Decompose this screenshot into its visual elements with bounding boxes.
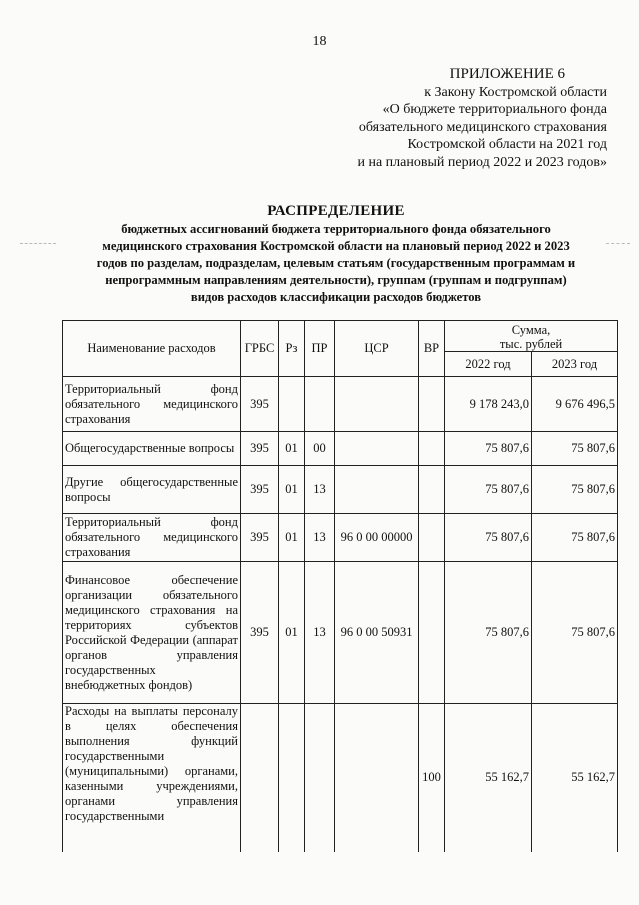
heading-line: видов расходов классификации расходов бюджетов: [190, 290, 482, 304]
row-pr: 13: [305, 562, 335, 704]
table-row: [63, 514, 618, 562]
row-csr: 96 0 00 50931: [335, 562, 419, 704]
header-csr: ЦСР: [335, 321, 419, 377]
row-2023: 75 807,6: [532, 562, 618, 704]
row-pr: 13: [305, 514, 335, 562]
heading-title: РАСПРЕДЕЛЕНИЕ: [267, 203, 405, 219]
header-2023: 2023 год: [532, 352, 618, 377]
row-vr: [419, 377, 445, 432]
scan-artifact: [606, 243, 630, 245]
table-row: [63, 562, 618, 704]
row-2022: 75 807,6: [445, 466, 532, 514]
row-2022: 9 178 243,0: [445, 377, 532, 432]
row-pr: 00: [305, 432, 335, 466]
row-name: Территориальный фонд обязательного медицинского страхования: [63, 514, 241, 562]
table-row: [63, 432, 618, 466]
row-name: Общегосударственные вопросы: [63, 432, 241, 466]
header-sum-line1: Сумма,: [511, 323, 551, 337]
row-rz: [279, 377, 305, 432]
row-vr: [419, 562, 445, 704]
appendix-block: [307, 66, 607, 171]
header-grbs: ГРБС: [241, 321, 279, 377]
row-csr: [335, 432, 419, 466]
appendix-title: ПРИЛОЖЕНИЕ 6: [449, 66, 565, 82]
row-csr: [335, 466, 419, 514]
table-row: [63, 466, 618, 514]
row-name: Территориальный фонд обязательного медицинского страхования: [63, 377, 241, 432]
appendix-line: обязательного медицинского страхования: [358, 119, 607, 135]
row-grbs: 395: [241, 466, 279, 514]
row-grbs: 395: [241, 514, 279, 562]
table-header-row: [63, 321, 618, 352]
row-2022: 75 807,6: [445, 562, 532, 704]
row-2023: 75 807,6: [532, 432, 618, 466]
row-csr: [335, 704, 419, 852]
row-2023: 75 807,6: [532, 466, 618, 514]
document-heading: [56, 203, 616, 306]
row-grbs: 395: [241, 562, 279, 704]
appendix-line: Костромской области на 2021 год: [407, 137, 607, 152]
appendix-line: и на плановый период 2022 и 2023 годов»: [357, 154, 607, 170]
row-csr: [335, 377, 419, 432]
row-grbs: 395: [241, 377, 279, 432]
row-2022: 75 807,6: [445, 432, 532, 466]
header-rz: Рз: [279, 321, 305, 377]
row-rz: 01: [279, 432, 305, 466]
heading-line: бюджетных ассигнований бюджета территориального фонда обязательного: [121, 222, 551, 236]
row-name: Расходы на выплаты персоналу в целях обеспечения выполнения функций государственными (муниципальными) органами, казенными учреждениями, органами управления государственными: [63, 704, 241, 852]
budget-table: [62, 320, 618, 852]
page-number: 18: [312, 34, 327, 49]
header-sum: [445, 321, 618, 352]
table-row: [63, 377, 618, 432]
row-vr: [419, 466, 445, 514]
row-2023: 75 807,6: [532, 514, 618, 562]
row-grbs: [241, 704, 279, 852]
row-pr: [305, 704, 335, 852]
header-sum-line2: тыс. рублей: [499, 337, 563, 351]
row-vr: [419, 432, 445, 466]
row-name: Другие общегосударственные вопросы: [63, 466, 241, 514]
heading-line: годов по разделам, подразделам, целевым статьям (государственным программам и: [96, 256, 576, 270]
appendix-line: к Закону Костромской области: [424, 84, 607, 100]
table-row: [63, 704, 618, 852]
row-rz: 01: [279, 562, 305, 704]
header-pr: ПР: [305, 321, 335, 377]
header-name: Наименование расходов: [63, 321, 241, 377]
row-vr: 100: [419, 704, 445, 852]
appendix-line: «О бюджете территориального фонда: [382, 102, 607, 117]
row-2022: 75 807,6: [445, 514, 532, 562]
row-grbs: 395: [241, 432, 279, 466]
scan-artifact: [20, 243, 56, 245]
header-2022: 2022 год: [445, 352, 532, 377]
row-rz: [279, 704, 305, 852]
row-name: Финансовое обеспечение организации обязательного медицинского страхования на территориях субъектов Российской Федерации (аппарат органов управления государственных внебюджетных фондов): [63, 562, 241, 704]
row-pr: [305, 377, 335, 432]
row-pr: 13: [305, 466, 335, 514]
row-2023: 55 162,7: [532, 704, 618, 852]
header-vr: ВР: [419, 321, 445, 377]
heading-line: непрограммным направлениям деятельности), группам (группам и подгруппам): [105, 273, 567, 287]
row-2023: 9 676 496,5: [532, 377, 618, 432]
row-vr: [419, 514, 445, 562]
row-csr: 96 0 00 00000: [335, 514, 419, 562]
row-2022: 55 162,7: [445, 704, 532, 852]
row-rz: 01: [279, 514, 305, 562]
heading-line: медицинского страхования Костромской области на плановый период 2022 и 2023: [102, 239, 570, 253]
row-rz: 01: [279, 466, 305, 514]
